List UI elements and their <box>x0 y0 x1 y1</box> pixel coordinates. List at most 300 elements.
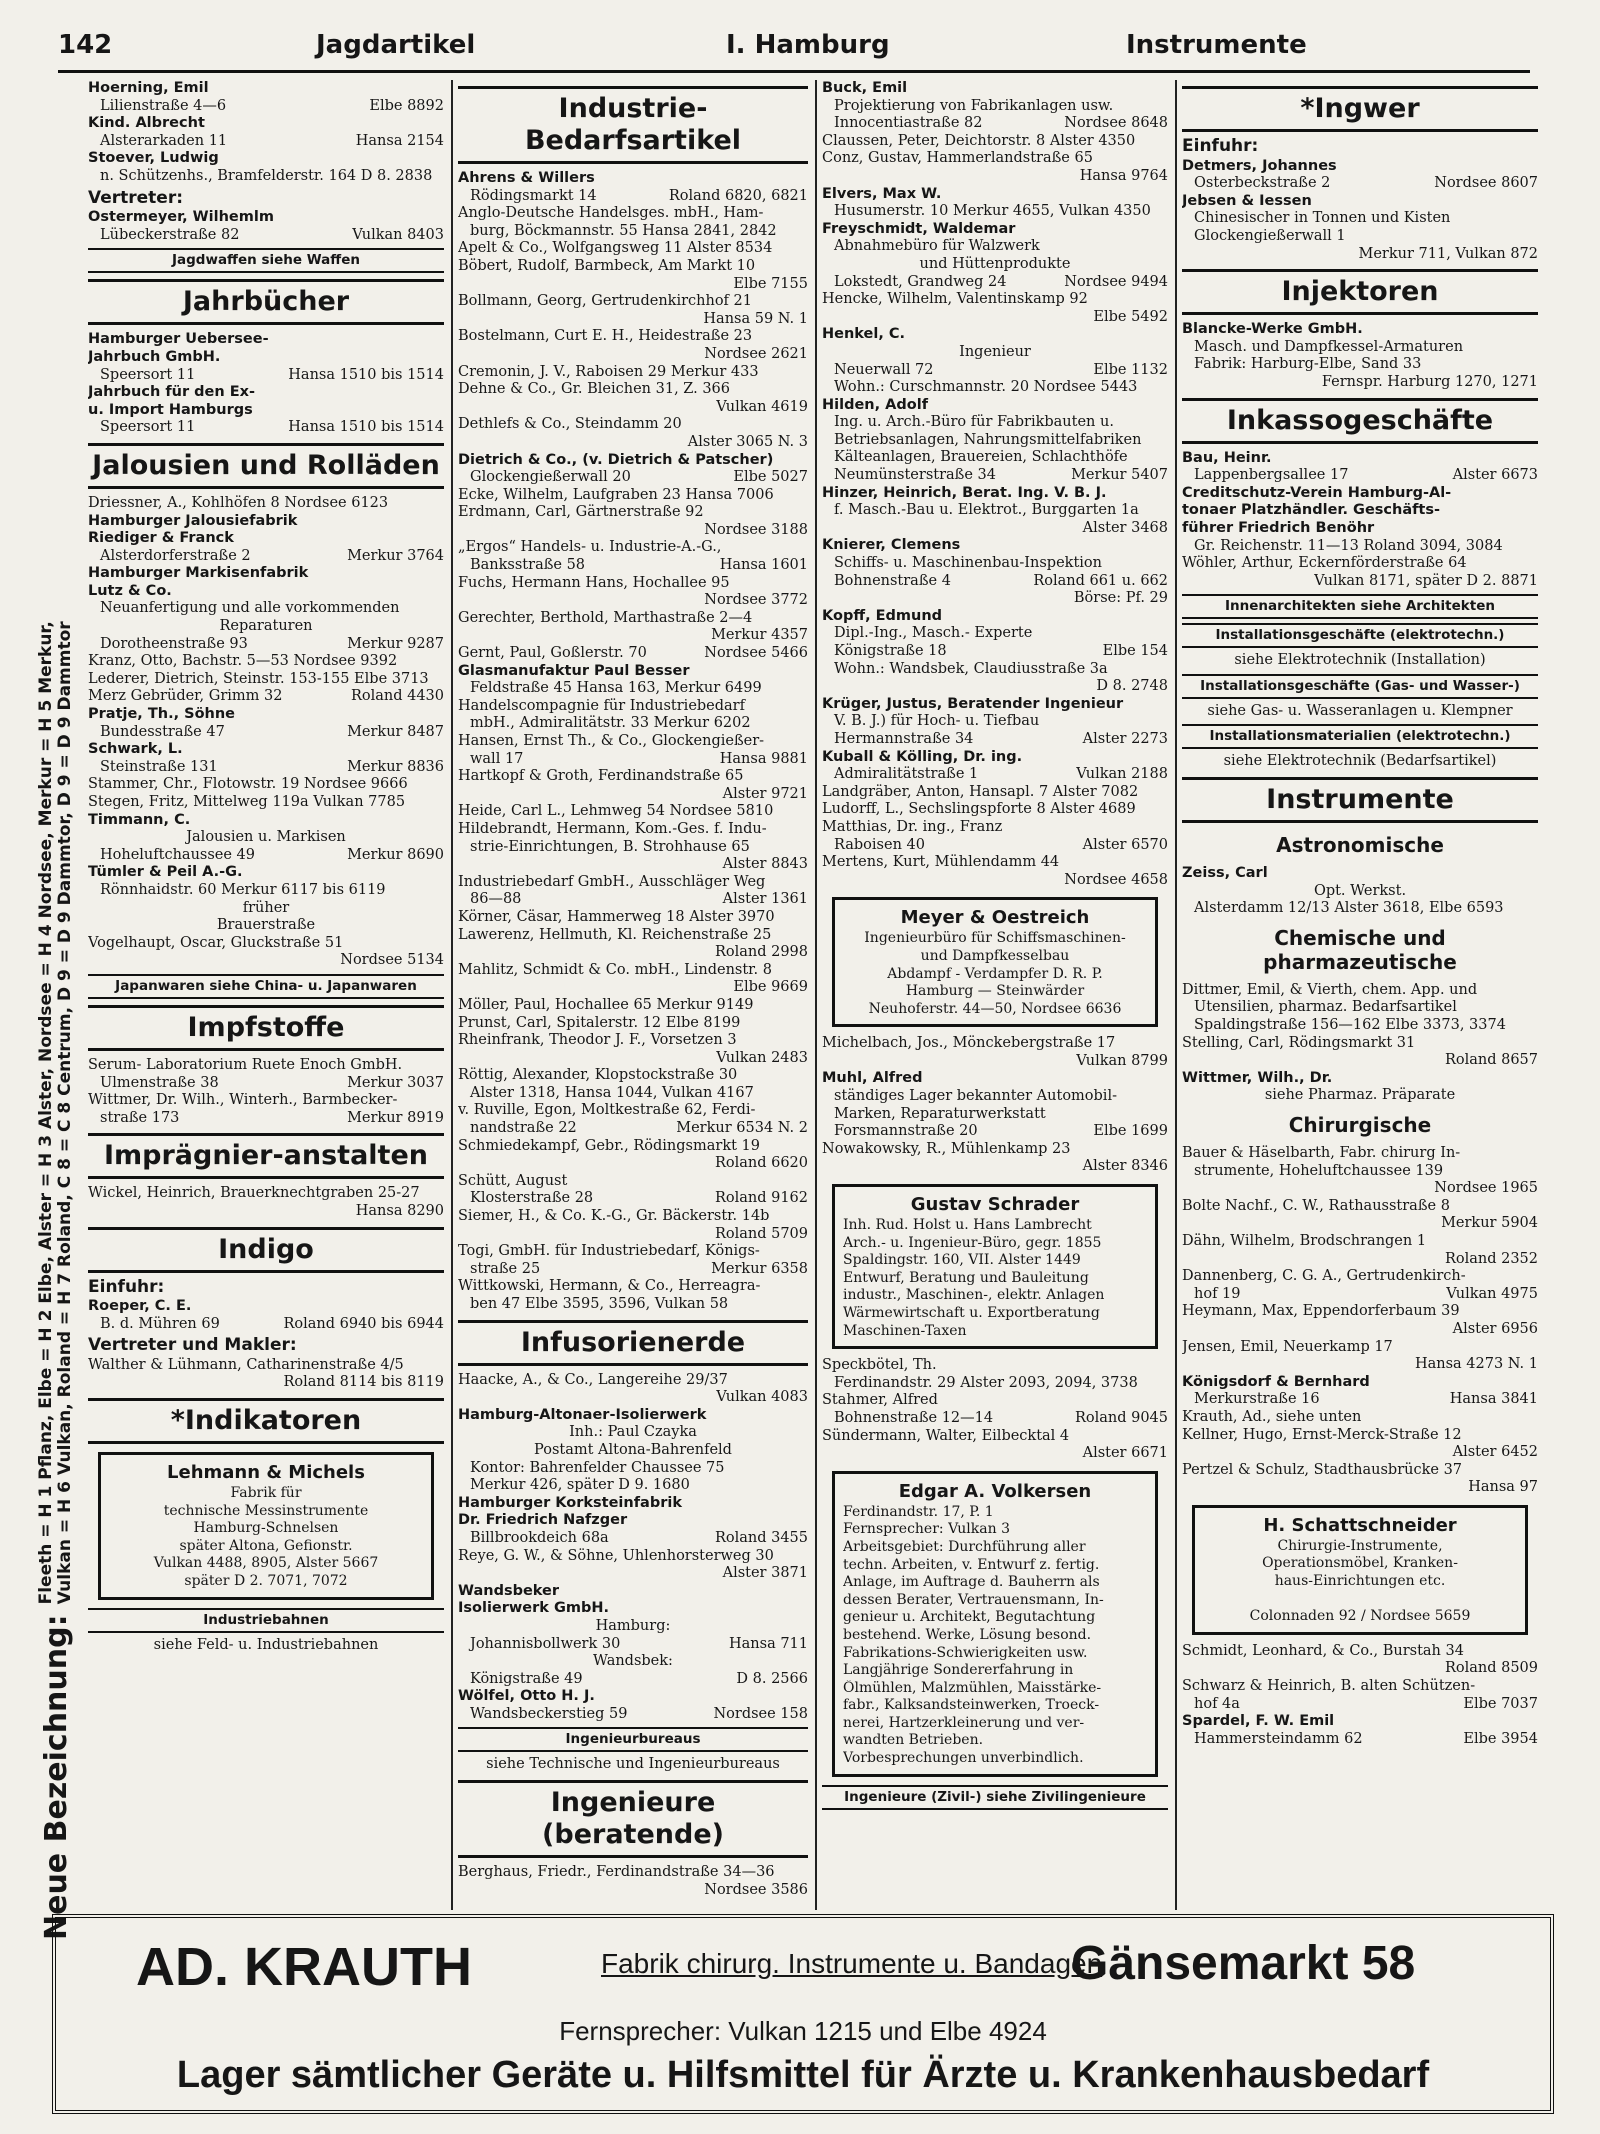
entry-line <box>458 381 808 399</box>
entry-line <box>458 416 808 434</box>
entry-text: führer Friedrich Benöhr <box>1182 519 1375 536</box>
entry-line <box>458 188 808 206</box>
box-line: Neuhoferstr. 44—50, Nordsee 6636 <box>868 1000 1122 1017</box>
cross-reference: Installationsgeschäfte (Gas- und Wasser-) <box>1182 674 1538 699</box>
entry-line <box>458 733 808 751</box>
entry-line <box>458 768 808 786</box>
entry-line <box>1182 228 1538 246</box>
box-line: Entwurf, Beratung und Bauleitung <box>843 1269 1089 1286</box>
column-rule <box>451 80 453 1910</box>
entry-line <box>458 715 808 733</box>
entry-line <box>458 469 808 487</box>
entry-text: Wöhler, Arthur, Eckernförderstraße 64 <box>1182 555 1467 572</box>
entry-name <box>88 331 444 349</box>
entry-line <box>458 258 808 276</box>
entry-line <box>822 449 1168 467</box>
header-center: I. Hamburg <box>726 30 890 60</box>
entry-text: Spardel, F. W. Emil <box>1182 1713 1335 1730</box>
entry-phone: Roland 6820, 6821 <box>665 188 808 206</box>
entry-text: Masch. und Dampfkessel-Armaturen <box>1194 338 1464 355</box>
entry-line: siehe Elektrotechnik (Installation) <box>1234 652 1486 669</box>
entry-text: Königsdorf & Bernhard <box>1182 1373 1370 1390</box>
entry-text: Merkur 426, später D 9. 1680 <box>470 1477 690 1494</box>
entry-phone: Nordsee 9494 <box>1060 274 1168 292</box>
entry-text: Apelt & Co., Wolfgangsweg 11 Alster 8534 <box>458 240 773 257</box>
entry-line <box>822 203 1168 221</box>
entry-name <box>88 1298 444 1316</box>
entry-text: Glasmanufaktur Paul Besser <box>458 662 690 679</box>
entry-phone: Hansa 1601 <box>716 557 808 575</box>
entry-text: Rönnhaidstr. 60 Merkur 6117 bis 6119 <box>100 881 386 898</box>
entry-text: Hilden, Adolf <box>822 396 929 413</box>
entry-line <box>458 944 808 962</box>
entry-text: n. Schützenhs., Bramfelderstr. 164 D 8. 2838 <box>100 167 433 184</box>
entry-line <box>822 731 1168 749</box>
entry-phone: Roland 8509 <box>1441 1660 1538 1678</box>
entry-line <box>822 837 1168 855</box>
entry-text: Dr. Friedrich Nafzger <box>458 1512 628 1529</box>
entry-text: Hamburger Uebersee- <box>88 331 269 348</box>
entry-text: Schmidt, Leonhard, & Co., Burstah 34 <box>1182 1642 1464 1659</box>
advertisement-box <box>832 897 1158 1027</box>
entry-name <box>1182 1713 1538 1731</box>
entry-name <box>88 150 444 168</box>
entry-line <box>822 432 1168 450</box>
entry-text: Isolierwerk GmbH. <box>458 1600 610 1617</box>
entry-line <box>458 1190 808 1208</box>
entry-line <box>822 133 1168 151</box>
entry-line <box>1182 374 1538 392</box>
entry-name <box>458 1600 808 1618</box>
entry-phone: Börse: Pf. 29 <box>1070 590 1168 608</box>
entry-text: strumente, Hoheluftchaussee 139 <box>1194 1162 1444 1179</box>
entry-line: siehe Pharmaz. Präparate <box>1264 1087 1456 1104</box>
section-heading: Impfstoffe <box>88 1005 444 1051</box>
entry-line <box>1182 1321 1538 1339</box>
page-number: 142 <box>58 30 113 60</box>
entry-line <box>822 520 1168 538</box>
entry-text: v. Ruville, Egon, Moltkestraße 62, Ferdi- <box>458 1102 756 1119</box>
entry-phone: Vulkan 2188 <box>1072 766 1168 784</box>
entry-phone: Roland 2352 <box>1441 1251 1538 1269</box>
entry-line <box>88 847 444 865</box>
entry-line <box>1182 1303 1538 1321</box>
entry-line <box>458 1208 808 1226</box>
entry-line <box>1182 339 1538 357</box>
entry-line: Opt. Werkst. <box>1313 882 1407 899</box>
entry-line <box>458 1706 808 1724</box>
sideband-line2: Vulkan = H 6 Vulkan, Roland = H 7 Roland, C 8 = C 8 Centrum, D 9 = D 9 Dammtor, D 9 = D 9 Dammtor <box>55 621 75 1605</box>
entry-line <box>1182 1427 1538 1445</box>
entry-line <box>1182 1268 1538 1286</box>
entry-line <box>822 168 1168 186</box>
entry-line <box>88 495 444 513</box>
entry-text: Körner, Cäsar, Hammerweg 18 Alster 3970 <box>458 908 775 925</box>
entry-name <box>1182 158 1538 176</box>
entry-phone: Roland 5709 <box>711 1226 808 1244</box>
entry-line <box>458 1226 808 1244</box>
box-line: dessen Berater, Vertrauensmann, In- <box>843 1591 1104 1608</box>
entry-line <box>1182 555 1538 573</box>
entry-line <box>458 399 808 417</box>
entry-line <box>822 1158 1168 1176</box>
entry-line <box>458 504 808 522</box>
box-line: industr., Maschinen-, elektr. Anlagen <box>843 1287 1105 1304</box>
entry-text: Muhl, Alfred <box>822 1070 923 1087</box>
entry-phone: Elbe 154 <box>1099 643 1168 661</box>
box-line: Ölmühlen, Malzmühlen, Maisstärke- <box>843 1679 1102 1696</box>
entry-line <box>458 592 808 610</box>
box-line: Hamburg — Steinwärder <box>905 983 1085 1000</box>
entry-text: Wohn.: Wandsbek, Claudiusstraße 3a <box>834 660 1108 677</box>
entry-name <box>822 749 1168 767</box>
entry-phone: Roland 8657 <box>1441 1052 1538 1070</box>
entry-text: Reye, G. W., & Söhne, Uhlenhorsterweg 30 <box>458 1547 774 1564</box>
entry-line <box>458 1032 808 1050</box>
entry-text: Heymann, Max, Eppendorferbaum 39 <box>1182 1303 1460 1320</box>
entry-line <box>458 311 808 329</box>
entry-phone: Fernspr. Harburg 1270, 1271 <box>1318 374 1538 392</box>
entry-text: Röttig, Alexander, Klopstockstraße 30 <box>458 1067 738 1084</box>
entry-text: Speersort 11 <box>100 366 196 383</box>
entry-line <box>822 1357 1168 1375</box>
entry-text: Ahrens & Willers <box>458 170 595 186</box>
entry-text: Serum- Laboratorium Ruete Enoch GmbH. <box>88 1056 403 1073</box>
ad-company-name: AD. KRAUTH <box>136 1937 472 1997</box>
entry-text: Hencke, Wilhelm, Valentinskamp 92 <box>822 291 1088 308</box>
box-line: und Dampfkesselbau <box>920 947 1070 964</box>
cross-reference: Industriebahnen <box>88 1608 444 1633</box>
entry-text: Tümler & Peil A.-G. <box>88 864 243 881</box>
box-line: Fabrik für <box>230 1485 302 1502</box>
entry-name <box>458 1583 808 1601</box>
entry-text: Alsterdamm 12/13 Alster 3618, Elbe 6593 <box>1194 900 1504 917</box>
entry-name <box>88 706 444 724</box>
entry-line <box>1182 1251 1538 1269</box>
entry-text: Driessner, A., Kohlhöfen 8 Nordsee 6123 <box>88 494 389 511</box>
entry-name <box>1182 450 1538 468</box>
entry-line: früher <box>242 899 290 916</box>
entry-text: Pertzel & Schulz, Stadthausbrücke 37 <box>1182 1461 1463 1478</box>
entry-phone: Hansa 3841 <box>1446 1391 1538 1409</box>
entry-line <box>1182 1731 1538 1749</box>
entry-text: Bohnenstraße 12—14 <box>834 1409 994 1426</box>
entry-text: Lilienstraße 4—6 <box>100 97 227 114</box>
entry-line <box>822 379 1168 397</box>
entry-phone: Nordsee 1965 <box>1430 1180 1538 1198</box>
entry-line <box>458 1050 808 1068</box>
cross-reference: Japanwaren siehe China- u. Japanwaren <box>88 974 444 999</box>
entry-line <box>458 1015 808 1033</box>
entry-line <box>1182 1678 1538 1696</box>
entry-line: siehe Elektrotechnik (Bedarfsartikel) <box>1223 753 1497 770</box>
entry-text: Möller, Paul, Hochallee 65 Merkur 9149 <box>458 996 754 1013</box>
subheading: Einfuhr: <box>1182 136 1259 156</box>
box-line: bestehend. Werke, Lösung besond. <box>843 1626 1092 1643</box>
entry-text: Admiralitätstraße 1 <box>834 766 979 783</box>
entry-text: Fuchs, Hermann Hans, Hochallee 95 <box>458 574 730 591</box>
entry-phone: Hansa 9764 <box>1076 168 1168 186</box>
entry-line <box>822 784 1168 802</box>
entry-text: Timmann, C. <box>88 811 191 828</box>
box-line: Wärmewirtschaft u. Exportberatung <box>843 1305 1100 1321</box>
entry-line <box>458 364 808 382</box>
column-3 <box>822 80 1168 1814</box>
entry-text: Handelscompagnie für Industriebedarf <box>458 697 745 714</box>
entry-text: Krauth, Ad., siehe unten <box>1182 1408 1362 1425</box>
entry-phone: Hansa 9881 <box>716 751 808 769</box>
entry-phone: Merkur 3037 <box>343 1075 444 1093</box>
entry-name <box>458 663 808 681</box>
entry-text: Anglo-Deutsche Handelsges. mbH., Ham- <box>458 205 764 222</box>
column-rule <box>1175 80 1177 1910</box>
entry-line: Jalousien u. Markisen <box>186 829 346 846</box>
entry-phone: Elbe 5492 <box>1089 309 1168 327</box>
entry-line <box>458 522 808 540</box>
entry-text: Prunst, Carl, Spitalerstr. 12 Elbe 8199 <box>458 1014 741 1031</box>
entry-text: Osterbeckstraße 2 <box>1194 175 1331 192</box>
entry-phone: Vulkan 4083 <box>712 1389 808 1407</box>
entry-phone: Hansa 8290 <box>352 1203 444 1221</box>
box-line: haus-Einrichtungen etc. <box>1274 1573 1446 1590</box>
entry-line <box>458 223 808 241</box>
box-line: später Altona, Gefionstr. <box>179 1537 353 1554</box>
box-title: Edgar A. Volkersen <box>898 1480 1092 1502</box>
entry-text: Bau, Heinr. <box>1182 449 1272 466</box>
box-line: Anlage, im Auftrage d. Bauherrn als <box>843 1574 1100 1591</box>
cross-reference: Jagdwaffen siehe Waffen <box>88 248 444 273</box>
entry-text: Hoheluftchaussee 49 <box>100 846 256 863</box>
entry-line <box>88 1092 444 1110</box>
entry-text: Blancke-Werke GmbH. <box>1182 321 1363 338</box>
entry-line <box>458 1636 808 1654</box>
entry-phone: Roland 6940 bis 6944 <box>279 1316 444 1334</box>
entry-phone: Alster 2273 <box>1079 731 1168 749</box>
entry-line <box>458 539 808 557</box>
entry-phone: Nordsee 3772 <box>700 592 808 610</box>
entry-line <box>458 575 808 593</box>
entry-text: Ulmenstraße 38 <box>100 1074 219 1091</box>
entry-phone: Roland 6620 <box>711 1155 808 1173</box>
entry-line <box>458 434 808 452</box>
sideband-lead: Neue Bezeichnung: <box>38 1614 74 1940</box>
entry-phone: Hansa 711 <box>725 1636 808 1654</box>
entry-line <box>458 1882 808 1900</box>
entry-text: Neuanfertigung und alle vorkommenden <box>100 600 400 617</box>
entry-text: Alsterarkaden 11 <box>100 132 228 149</box>
box-line: Spaldingstr. 160, VII. Alster 1449 <box>843 1252 1081 1269</box>
entry-text: Haacke, A., & Co., Langereihe 29/37 <box>458 1371 728 1388</box>
entry-text: Königstraße 18 <box>834 643 947 659</box>
entry-text: f. Masch.-Bau u. Elektrot., Burggarten 1a <box>834 502 1139 519</box>
entry-line <box>1182 175 1538 193</box>
entry-text: Kranz, Otto, Bachstr. 5—53 Nordsee 9392 <box>88 653 398 670</box>
entry-line <box>822 150 1168 168</box>
cross-reference: Ingenieure (Zivil-) siehe Zivilingenieure <box>822 1785 1168 1810</box>
cross-reference: Installationsmaterialien (elektrotechn.) <box>1182 724 1538 749</box>
page-header <box>58 30 1558 70</box>
section-heading: Chemische und pharmazeutische <box>1263 925 1457 974</box>
section-heading: Ingenieure (beratende) <box>458 1780 808 1858</box>
entry-phone: Alster 6570 <box>1079 837 1168 855</box>
entry-name <box>88 513 444 531</box>
entry-phone: Roland 8114 bis 8119 <box>279 1374 444 1392</box>
entry-line <box>822 502 1168 520</box>
entry-phone: Elbe 8892 <box>365 98 444 116</box>
entry-line <box>88 688 444 706</box>
entry-name <box>822 397 1168 415</box>
entry-text: Husumerstr. 10 Merkur 4655, Vulkan 4350 <box>834 203 1151 220</box>
entry-phone: Roland 4430 <box>347 688 444 706</box>
entry-text: Alster 1318, Hansa 1044, Vulkan 4167 <box>470 1084 754 1101</box>
section-heading: Infusorienerde <box>458 1320 808 1366</box>
entry-phone: Hansa 59 N. 1 <box>699 311 808 329</box>
entry-name <box>1182 520 1538 538</box>
entry-line <box>458 927 808 945</box>
entry-text: Knierer, Clemens <box>822 537 961 554</box>
entry-text: Lappenbergsallee 17 <box>1194 467 1349 484</box>
entry-name <box>88 741 444 759</box>
entry-line <box>1182 1052 1538 1070</box>
box-line: Vulkan 4488, 8905, Alster 5667 <box>153 1555 379 1572</box>
entry-phone: Alster 3871 <box>719 1565 808 1583</box>
box-line: technische Messinstrumente <box>163 1502 369 1519</box>
entry-line <box>88 1357 444 1375</box>
entry-text: Johannisbollwerk 30 <box>470 1635 621 1652</box>
entry-phone: Alster 8346 <box>1079 1158 1168 1176</box>
header-rule <box>58 70 1530 73</box>
entry-text: B. d. Mühren 69 <box>100 1315 220 1332</box>
entry-line <box>822 590 1168 608</box>
box-line: techn. Arbeiten, v. Entwurf z. fertig. <box>843 1556 1100 1573</box>
entry-line <box>88 935 444 953</box>
entry-text: Raboisen 40 <box>834 836 925 853</box>
entry-text: Projektierung von Fabrikanlagen usw. <box>834 97 1114 114</box>
column-1 <box>88 80 444 1654</box>
entry-phone: Merkur 711, Vulkan 872 <box>1355 246 1539 264</box>
entry-text: Forsmannstraße 20 <box>834 1123 978 1140</box>
entry-line <box>458 856 808 874</box>
entry-line <box>822 1445 1168 1463</box>
entry-line <box>1182 1479 1538 1497</box>
entry-line <box>88 1057 444 1075</box>
entry-line <box>458 1372 808 1390</box>
entry-line <box>458 1671 808 1689</box>
entry-text: Wölfel, Otto H. J. <box>458 1688 595 1705</box>
entry-text: Königstraße 49 <box>470 1670 583 1687</box>
entry-text: Hildebrandt, Hermann, Kom.-Ges. f. Indu- <box>458 820 767 837</box>
entry-line <box>88 671 444 689</box>
entry-line <box>822 1392 1168 1410</box>
entry-phone: Merkur 8487 <box>343 724 444 742</box>
entry-phone: Alster 3468 <box>1079 520 1168 538</box>
entry-line <box>458 1243 808 1261</box>
entry-line: und Hüttenprodukte <box>919 255 1071 272</box>
entry-text: Elvers, Max W. <box>822 185 942 202</box>
entry-line <box>458 839 808 857</box>
entry-text: Abnahmebüro für Walzwerk <box>834 238 1040 255</box>
entry-phone: Hansa 2154 <box>352 133 444 151</box>
entry-line <box>1182 210 1538 228</box>
entry-name <box>88 530 444 548</box>
box-line: später D 2. 7071, 7072 <box>184 1573 348 1590</box>
entry-text: Schwark, L. <box>88 741 183 758</box>
entry-text: u. Import Hamburgs <box>88 401 253 418</box>
entry-text: Claussen, Peter, Deichtorstr. 8 Alster 4350 <box>822 132 1136 149</box>
entry-line: siehe Gas- u. Wasseranlagen u. Klempner <box>1207 702 1513 719</box>
entry-line <box>822 1123 1168 1141</box>
entry-line <box>458 1155 808 1173</box>
entry-text: Ferdinandstr. 29 Alster 2093, 2094, 3738 <box>834 1374 1138 1391</box>
entry-phone: Elbe 9669 <box>729 979 808 997</box>
entry-line <box>822 1053 1168 1071</box>
entry-line <box>458 1085 808 1103</box>
entry-line <box>88 952 444 970</box>
entry-text: Landgräber, Anton, Hansapl. 7 Alster 7082 <box>822 783 1139 800</box>
entry-line <box>88 1203 444 1221</box>
entry-line <box>1182 1215 1538 1233</box>
entry-text: Lederer, Dietrich, Steinstr. 153-155 Elbe 3713 <box>88 670 429 687</box>
entry-text: Heide, Carl L., Lehmweg 54 Nordsee 5810 <box>458 803 774 820</box>
entry-phone: Elbe 7155 <box>729 276 808 294</box>
entry-line <box>458 1102 808 1120</box>
entry-text: Lawerenz, Hellmuth, Kl. Reichenstraße 25 <box>458 926 772 943</box>
entry-line <box>822 309 1168 327</box>
entry-name <box>88 80 444 98</box>
entry-phone: Merkur 3764 <box>343 548 444 566</box>
entry-text: Hamburg-Altonaer-Isolierwerk <box>458 1406 707 1423</box>
ad-phone: Fernsprecher: Vulkan 1215 und Elbe 4924 <box>559 2016 1047 2046</box>
entry-line <box>822 414 1168 432</box>
entry-line <box>1182 573 1538 591</box>
entry-line <box>458 698 808 716</box>
entry-text: Klosterstraße 28 <box>470 1190 594 1207</box>
entry-line <box>822 801 1168 819</box>
entry-line <box>458 1067 808 1085</box>
entry-line <box>822 238 1168 256</box>
entry-phone: Alster 6673 <box>1449 467 1538 485</box>
header-left: Jagdartikel <box>316 30 476 60</box>
entry-name <box>88 402 444 420</box>
entry-phone: Vulkan 2483 <box>712 1050 808 1068</box>
entry-text: Lutz & Co. <box>88 582 172 599</box>
entry-line <box>458 328 808 346</box>
entry-text: Hansen, Ernst Th., & Co., Glockengießer- <box>458 733 765 749</box>
entry-text: Matthias, Dr. ing., Franz <box>822 818 1003 835</box>
entry-text: Ostermeyer, Wilhemlm <box>88 209 274 226</box>
entry-line <box>88 600 444 618</box>
entry-line: Wandsbek: <box>593 1653 673 1670</box>
entry-line <box>458 680 808 698</box>
box-line: wandten Betrieben. <box>843 1732 984 1749</box>
cross-reference: Innenarchitekten siehe Architekten <box>1182 594 1538 619</box>
entry-text: Wittmer, Dr. Wilh., Winterh., Barmbecker- <box>88 1092 398 1109</box>
entry-phone: Vulkan 8171, später D 2. 8871 <box>1310 573 1538 591</box>
entry-phone: Vulkan 4975 <box>1442 1286 1538 1304</box>
entry-name <box>1182 321 1538 339</box>
entry-text: Siemer, H., & Co. K.-G., Gr. Bäckerstr. 14b <box>458 1208 770 1225</box>
entry-line <box>88 724 444 742</box>
entry-text: Schütt, August <box>458 1172 568 1189</box>
entry-text: Banksstraße 58 <box>470 557 586 574</box>
box-line: Inh. Rud. Holst u. Hans Lambrecht <box>843 1217 1092 1234</box>
box-line: Maschinen-Taxen <box>843 1322 967 1339</box>
box-line: Ferdinandstr. 17, P. 1 <box>843 1503 994 1520</box>
entry-text: Walther & Lühmann, Catharinenstraße 4/5 <box>88 1356 404 1373</box>
entry-name <box>822 1070 1168 1088</box>
entry-phone: Elbe 1699 <box>1089 1123 1168 1141</box>
entry-line <box>1182 1660 1538 1678</box>
